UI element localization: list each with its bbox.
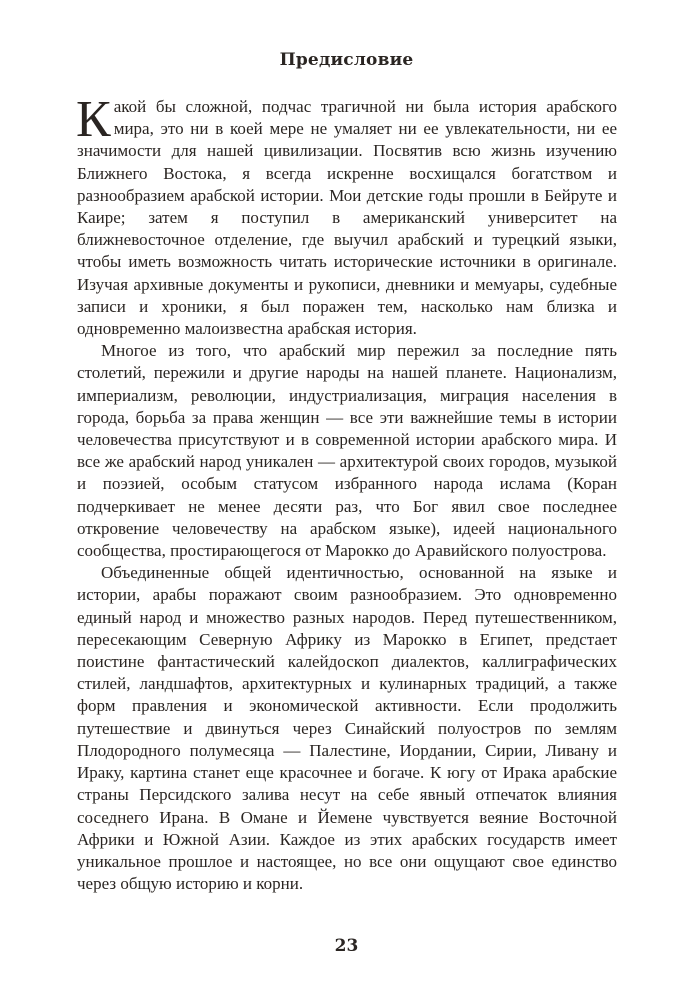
page-number: 23	[334, 936, 359, 956]
paragraph-1	[76, 91, 617, 340]
paragraph-2: Многое из того, что арабский мир пережил за последние пять столетий, пережили и другие народы на нашей планете. Национализм, империализм, революции, индустриализация, миграция населения в города, борьба за права женщин — все эти важнейшие темы в истории человечества присутствуют и в современной истории арабского мира. И все же арабский народ уникален — архитектурой своих городов, музыкой и поэзией, особым статусом избранного народа ислама (Коран подчеркивает не менее десяти раз, что Бог явил свое последнее откровение человечеству на арабском языке), идеей национального сообщества, простирающегося от Марокко до Аравийского полуострова.	[77, 341, 617, 561]
page-title: Предисловие	[279, 50, 414, 70]
body-text	[76, 91, 617, 895]
paragraph-1-text: акой бы сложной, подчас трагичной ни была история арабского мира, это ни в коей мере не умаляет ни ее увлекательности, ни ее значимости для нашей цивилизации. Посвятив всю жизнь изучению Ближнего Востока, я всегда искренне восхищался богатством и разнообразием арабской истории. Мои детские годы прошли в Бейруте и Каире; затем я поступил в американский университет на ближневосточное отделение, где выучил арабский и турецкий языки, чтобы иметь возможность читать исторические источники в оригинале. Изучая архивные документы и рукописи, дневники и мемуары, судебные записи и хроники, я был поражен тем, насколько нам близка и одновременно малоизвестна арабская история.	[77, 97, 617, 339]
drop-cap: К	[76, 91, 111, 148]
paragraph-3: Объединенные общей идентичностью, основанной на языке и истории, арабы поражают своим разнообразием. Это одновременно единый народ и множество разных народов. Перед путешественником, пересекающим Северную Африку из Марокко в Египет, предстает поистине фантастический калейдоскоп диалектов, каллиграфических стилей, ландшафтов, архитектурных и кулинарных традиций, а также форм правления и экономической активности. Если продолжить путешествие и двинуться через Синайский полуостров по землям Плодородного полумесяца — Палестине, Иордании, Сирии, Ливану и Ираку, картина станет еще красочнее и богаче. К югу от Ирака арабские страны Персидского залива несут на себе явный отпечаток влияния соседнего Ирана. В Омане и Йемене чувствуется веяние Восточной Африки и Южной Азии. Каждое из этих арабских государств имеет уникальное прошлое и настоящее, но все они ощущают свое единство через общую историю и корни.	[77, 563, 617, 894]
